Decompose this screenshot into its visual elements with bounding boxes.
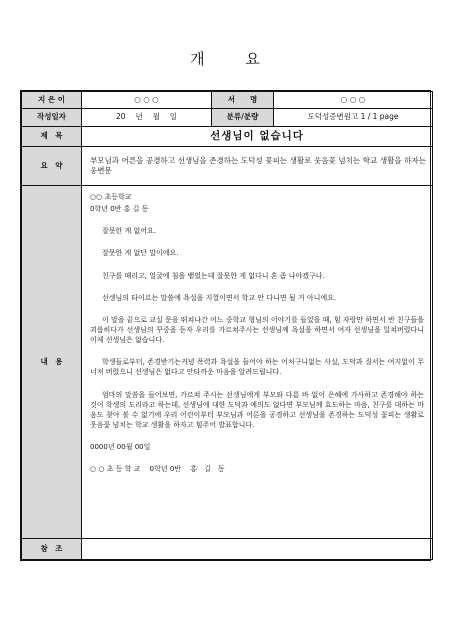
reference-label: 참 조	[22, 539, 82, 560]
content-label: 내 용	[22, 186, 82, 539]
summary-value: 부모님과 어른을 공경하고 선생님을 존경하는 도덕성 꽃피는 생활로 웃음꽃 넘치는 학교 생활을 하자는 웅변문	[82, 147, 433, 186]
overview-form	[20, 90, 431, 561]
overview-table	[21, 91, 433, 560]
paragraph-3: 친구를 때리고, 얼굴에 침을 뱉었는데 잘못한 게 없다니 혼 좀 나야겠구나.	[102, 271, 325, 280]
date-value: 20 년 월 일	[82, 109, 212, 127]
author-row	[22, 92, 433, 109]
signature-line: ○ ○ 초 등 학 교 0학년 0반 홍 길 동	[90, 465, 225, 474]
paragraph-1: 잘못한 게 없어요.	[102, 227, 157, 236]
paragraph-5: 이 말을 끝으로 교실 문을 뛰쳐나간 어느 중학교 형님의 이야기를 들었을 때, 힘 자랑만 하면서 반 친구들을 괴롭히다가 선생님의 꾸중을 듣자 우리를 가르쳐주시는 선생님께 욕설을 하면서 여자 선생님을 밀쳐버렸다니 이제 선생님은 없습니다.	[90, 315, 424, 345]
subject-row	[22, 127, 433, 147]
name-value: ○ ○ ○	[274, 92, 433, 109]
name-label: 서 명	[212, 92, 274, 109]
school-line: ○○ 초등학교	[90, 193, 132, 201]
paragraph-6: 학생들로부터, 존경받기는커녕 폭력과 욕설을 들어야 하는 어처구니없는 사실, 도덕과 질서는 여지없이 무너져 버렸으니 선생님은 없다고 안타까운 마음을 알려드립니다.	[90, 358, 424, 377]
speaker-line: 0학년 0반 홍 길 동	[90, 205, 149, 214]
author-value: ○ ○ ○	[82, 92, 212, 109]
paragraph-7: 엄마의 말씀을 들어보면, 가르쳐 주시는 선생님에게 부모와 다름 바 없이 은혜에 가사하고 존경해야 하는 것이 학생의 도리라고 하는데, 선생님에 대한 도덕과 예의도 없다면 부모님께 효도하는 마음, 친구를 대하는 마음도 찾아 볼 수 없기에 우리 어린이부터 부모님과 어른을 공경하고 선생님을 존경하는 도덕성 꽃피는 생활로 웃음꽃 넘치는 학교 생활을 하자고 힘주어 발표합니다.	[90, 390, 424, 429]
date-line: 0000년 00월 00일	[90, 443, 151, 452]
paragraph-4: 선생님의 타이르는 말씀에 욕설을 지껄이면서 학교 안 다니면 될 거 아니에요.	[102, 293, 337, 302]
subject-label: 제 목	[22, 127, 82, 147]
reference-row	[22, 539, 433, 560]
page-title: 개 요	[190, 50, 278, 68]
reference-value	[82, 539, 433, 560]
summary-row	[22, 147, 433, 186]
paragraph-2: 잘못한 게 없단 말이에요.	[102, 249, 179, 258]
summary-label: 요 약	[22, 147, 82, 186]
date-label: 작성일자	[22, 109, 82, 127]
content-body	[82, 186, 433, 539]
date-row	[22, 109, 433, 127]
subject-value: 선생님이 없습니다	[82, 127, 433, 147]
category-value: 도덕성증변원고 1 / 1 page	[274, 109, 433, 127]
content-row	[22, 186, 433, 539]
author-label: 지 은 이	[22, 92, 82, 109]
category-label: 분류/분량	[212, 109, 274, 127]
